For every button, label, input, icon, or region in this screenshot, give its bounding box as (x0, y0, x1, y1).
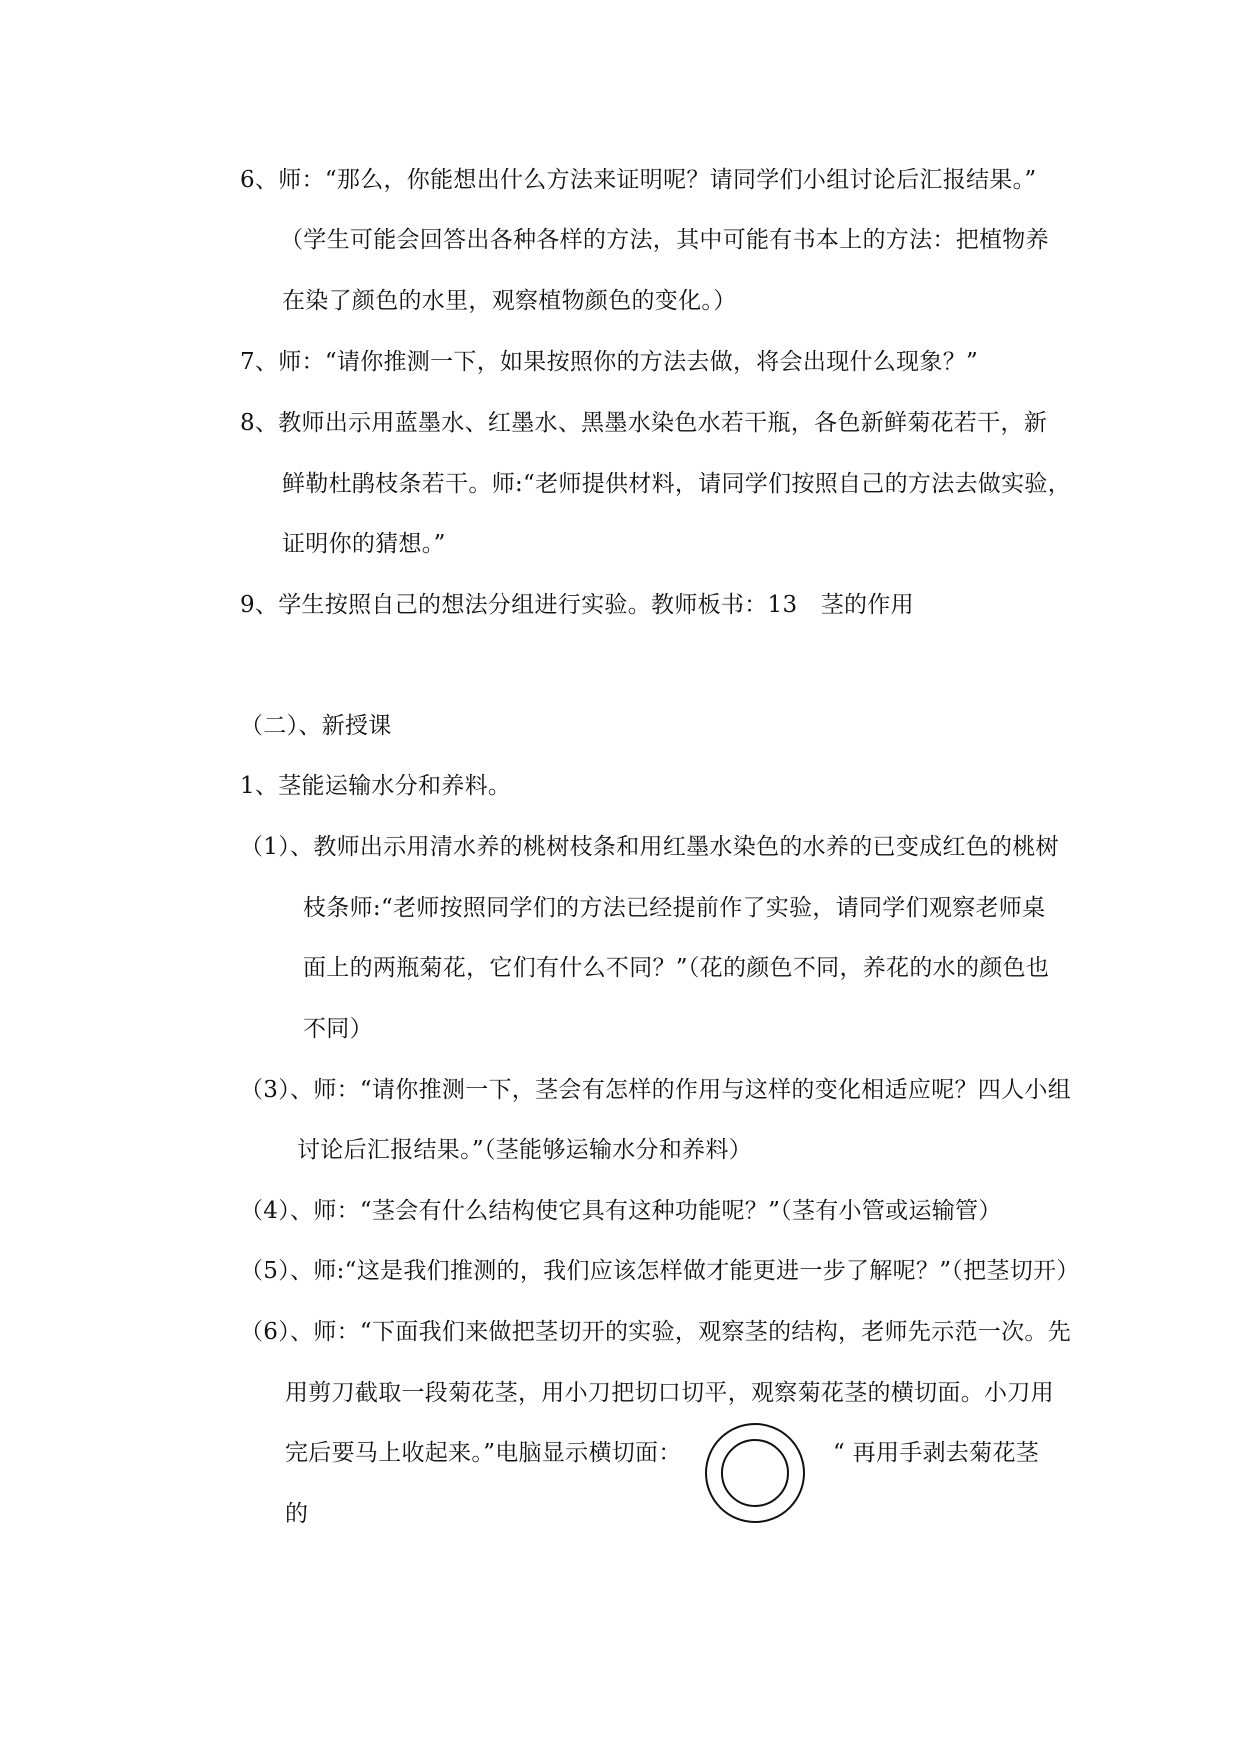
sub-6-line-3-continued: “ 再用手剥去菊花茎 (833, 1440, 1040, 1466)
sub-1-line-2: 枝条师:“老师按照同学们的方法已经提前作了实验，请同学们观察老师桌 (303, 895, 1046, 921)
sub-6-line-3: 完后要马上收起来。”电脑显示横切面： (285, 1440, 682, 1466)
sub-6-line-2: 用剪刀截取一段菊花茎，用小刀把切口切平，观察菊花茎的横切面。小刀用 (285, 1380, 1054, 1406)
sub-4-line: （4）、师：“茎会有什么结构使它具有这种功能呢？”（茎有小管或运输管） (240, 1198, 1002, 1224)
item-9-line: 9、学生按照自己的想法分组进行实验。教师板书：13 茎的作用 (240, 592, 914, 618)
stem-outer-ring (706, 1424, 804, 1522)
item-6-note-line-2: 在染了颜色的水里，观察植物颜色的变化。） (282, 288, 737, 314)
item-7-question: 7、师：“请你推测一下，如果按照你的方法去做，将会出现什么现象？” (240, 349, 979, 375)
sub-1-line-1: （1）、教师出示用清水养的桃树枝条和用红墨水染色的水养的已变成红色的桃树 (240, 834, 1059, 860)
stem-inner-ring (722, 1440, 788, 1506)
sub-1-line-3: 面上的两瓶菊花，它们有什么不同？”（花的颜色不同，养花的水的颜色也 (303, 955, 1050, 981)
sub-6-line-4: 的 (285, 1501, 309, 1527)
item-8-line-2: 鲜勒杜鹃枝条若干。师:“老师提供材料，请同学们按照自己的方法去做实验， (282, 471, 1072, 497)
section-heading-new-lesson: （二）、新授课 (240, 713, 392, 739)
item-8-line-1: 8、教师出示用蓝墨水、红墨水、黑墨水染色水若干瓶，各色新鲜菊花若干，新 (240, 410, 1048, 436)
sub-1-line-4: 不同） (303, 1016, 373, 1042)
item-6-note-line-1: （学生可能会回答出各种各样的方法，其中可能有书本上的方法：把植物养 (280, 227, 1049, 253)
item-8-line-3: 证明你的猜想。” (282, 531, 446, 557)
sub-3-line-1: （3）、师：“请你推测一下，茎会有怎样的作用与这样的变化相适应呢？四人小组 (240, 1077, 1071, 1103)
sub-5-line: （5）、师:“这是我们推测的，我们应该怎样做才能更进一步了解呢？”（把茎切开） (240, 1258, 1080, 1284)
sub-6-line-1: （6）、师：“下面我们来做把茎切开的实验，观察茎的结构，老师先示范一次。先 (240, 1319, 1071, 1345)
stem-cross-section-figure (703, 1421, 807, 1525)
sub-3-line-2: 讨论后汇报结果。”（茎能够运输水分和养料） (297, 1137, 753, 1163)
point-1-heading: 1、茎能运输水分和养料。 (240, 773, 512, 799)
item-6-question: 6、师：“那么，你能想出什么方法来证明呢？请同学们小组讨论后汇报结果。” (240, 167, 1037, 193)
